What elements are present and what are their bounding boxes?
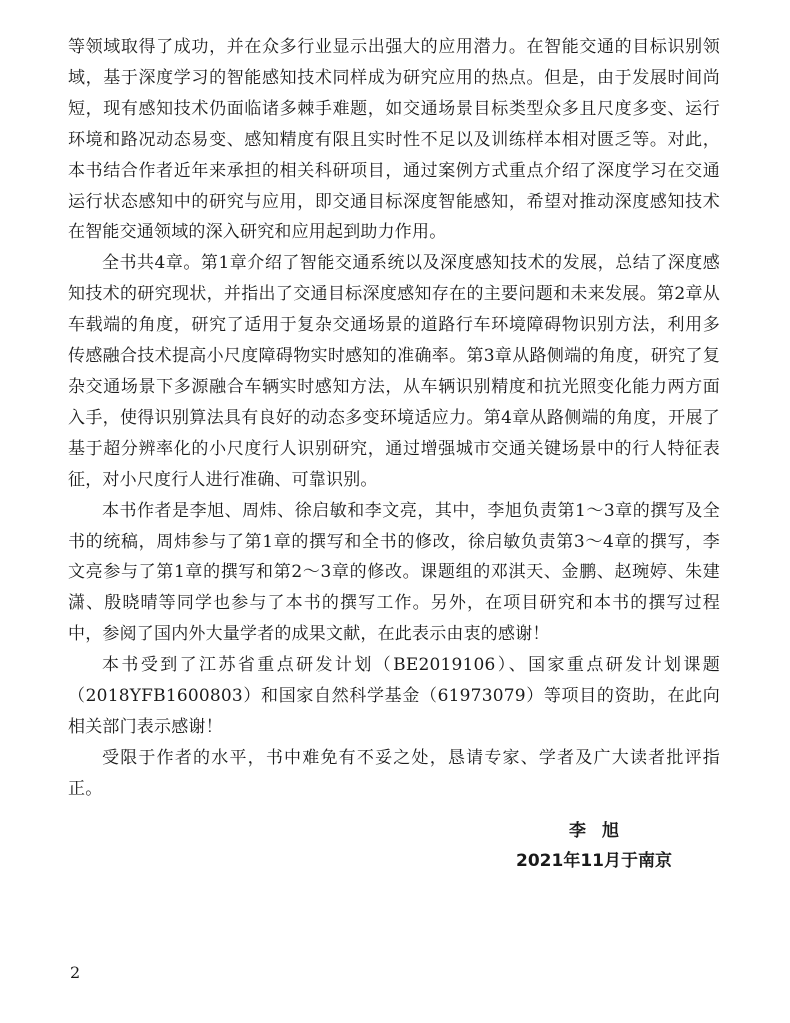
paragraph-funding: 本书受到了江苏省重点研发计划（BE2019106）、国家重点研发计划课题（2018YFB1600803）和国家自然科学基金（61973079）等项目的资助，在此向相关部门表示感谢！ [68, 655, 720, 737]
paragraph-authors: 本书作者是李旭、周炜、徐启敏和李文亮，其中，李旭负责第1～3章的撰写及全书的统稿，周炜参与了第1章的撰写和全书的修改，徐启敏负责第3～4章的撰写，李文亮参与了第1章的撰写和第2～3章的修改。课题组的邓淇天、金鹏、赵琬婷、朱建潇、殷晓晴等同学也参与了本书的撰写工作。另外，在项目研究和本书的撰写过程中，参阅了国内外大量学者的成果文献，在此表示由衷的感谢！ [68, 500, 720, 645]
preface-body [68, 32, 720, 805]
signature-block [516, 818, 672, 874]
date-place: 2021年11月于南京 [516, 851, 672, 871]
paragraph-chapter-overview: 全书共4章。第1章介绍了智能交通系统以及深度感知技术的发展，总结了深度感知技术的研究现状，并指出了交通目标深度感知存在的主要问题和未来发展。第2章从车载端的角度，研究了适用于复杂交通场景的道路行车环境障碍物识别方法，利用多传感融合技术提高小尺度障碍物实时感知的准确率。第3章从路侧端的角度，研究了复杂交通场景下多源融合车辆实时感知方法，从车辆识别精度和抗光照变化能力两方面入手，使得识别算法具有良好的动态多变环境适应力。第4章从路侧端的角度，开展了基于超分辨率化的小尺度行人识别研究，通过增强城市交通关键场景中的行人特征表征，对小尺度行人进行准确、可靠识别。 [68, 253, 720, 490]
paragraph-continued: 等领域取得了成功，并在众多行业显示出强大的应用潜力。在智能交通的目标识别领域，基于深度学习的智能感知技术同样成为研究应用的热点。但是，由于发展时间尚短，现有感知技术仍面临诸多棘手难题，如交通场景目标类型众多且尺度多变、运行环境和路况动态易变、感知精度有限且实时性不足以及训练样本相对匮乏等。对此，本书结合作者近年来承担的相关科研项目，通过案例方式重点介绍了深度学习在交通运行状态感知中的研究与应用，即交通目标深度智能感知，希望对推动深度感知技术在智能交通领域的深入研究和应用起到助力作用。 [68, 37, 720, 243]
author-name: 李旭 [569, 821, 635, 841]
paragraph-disclaimer: 受限于作者的水平，书中难免有不妥之处，恳请专家、学者及广大读者批评指正。 [68, 747, 720, 799]
page-number: 2 [70, 963, 81, 982]
